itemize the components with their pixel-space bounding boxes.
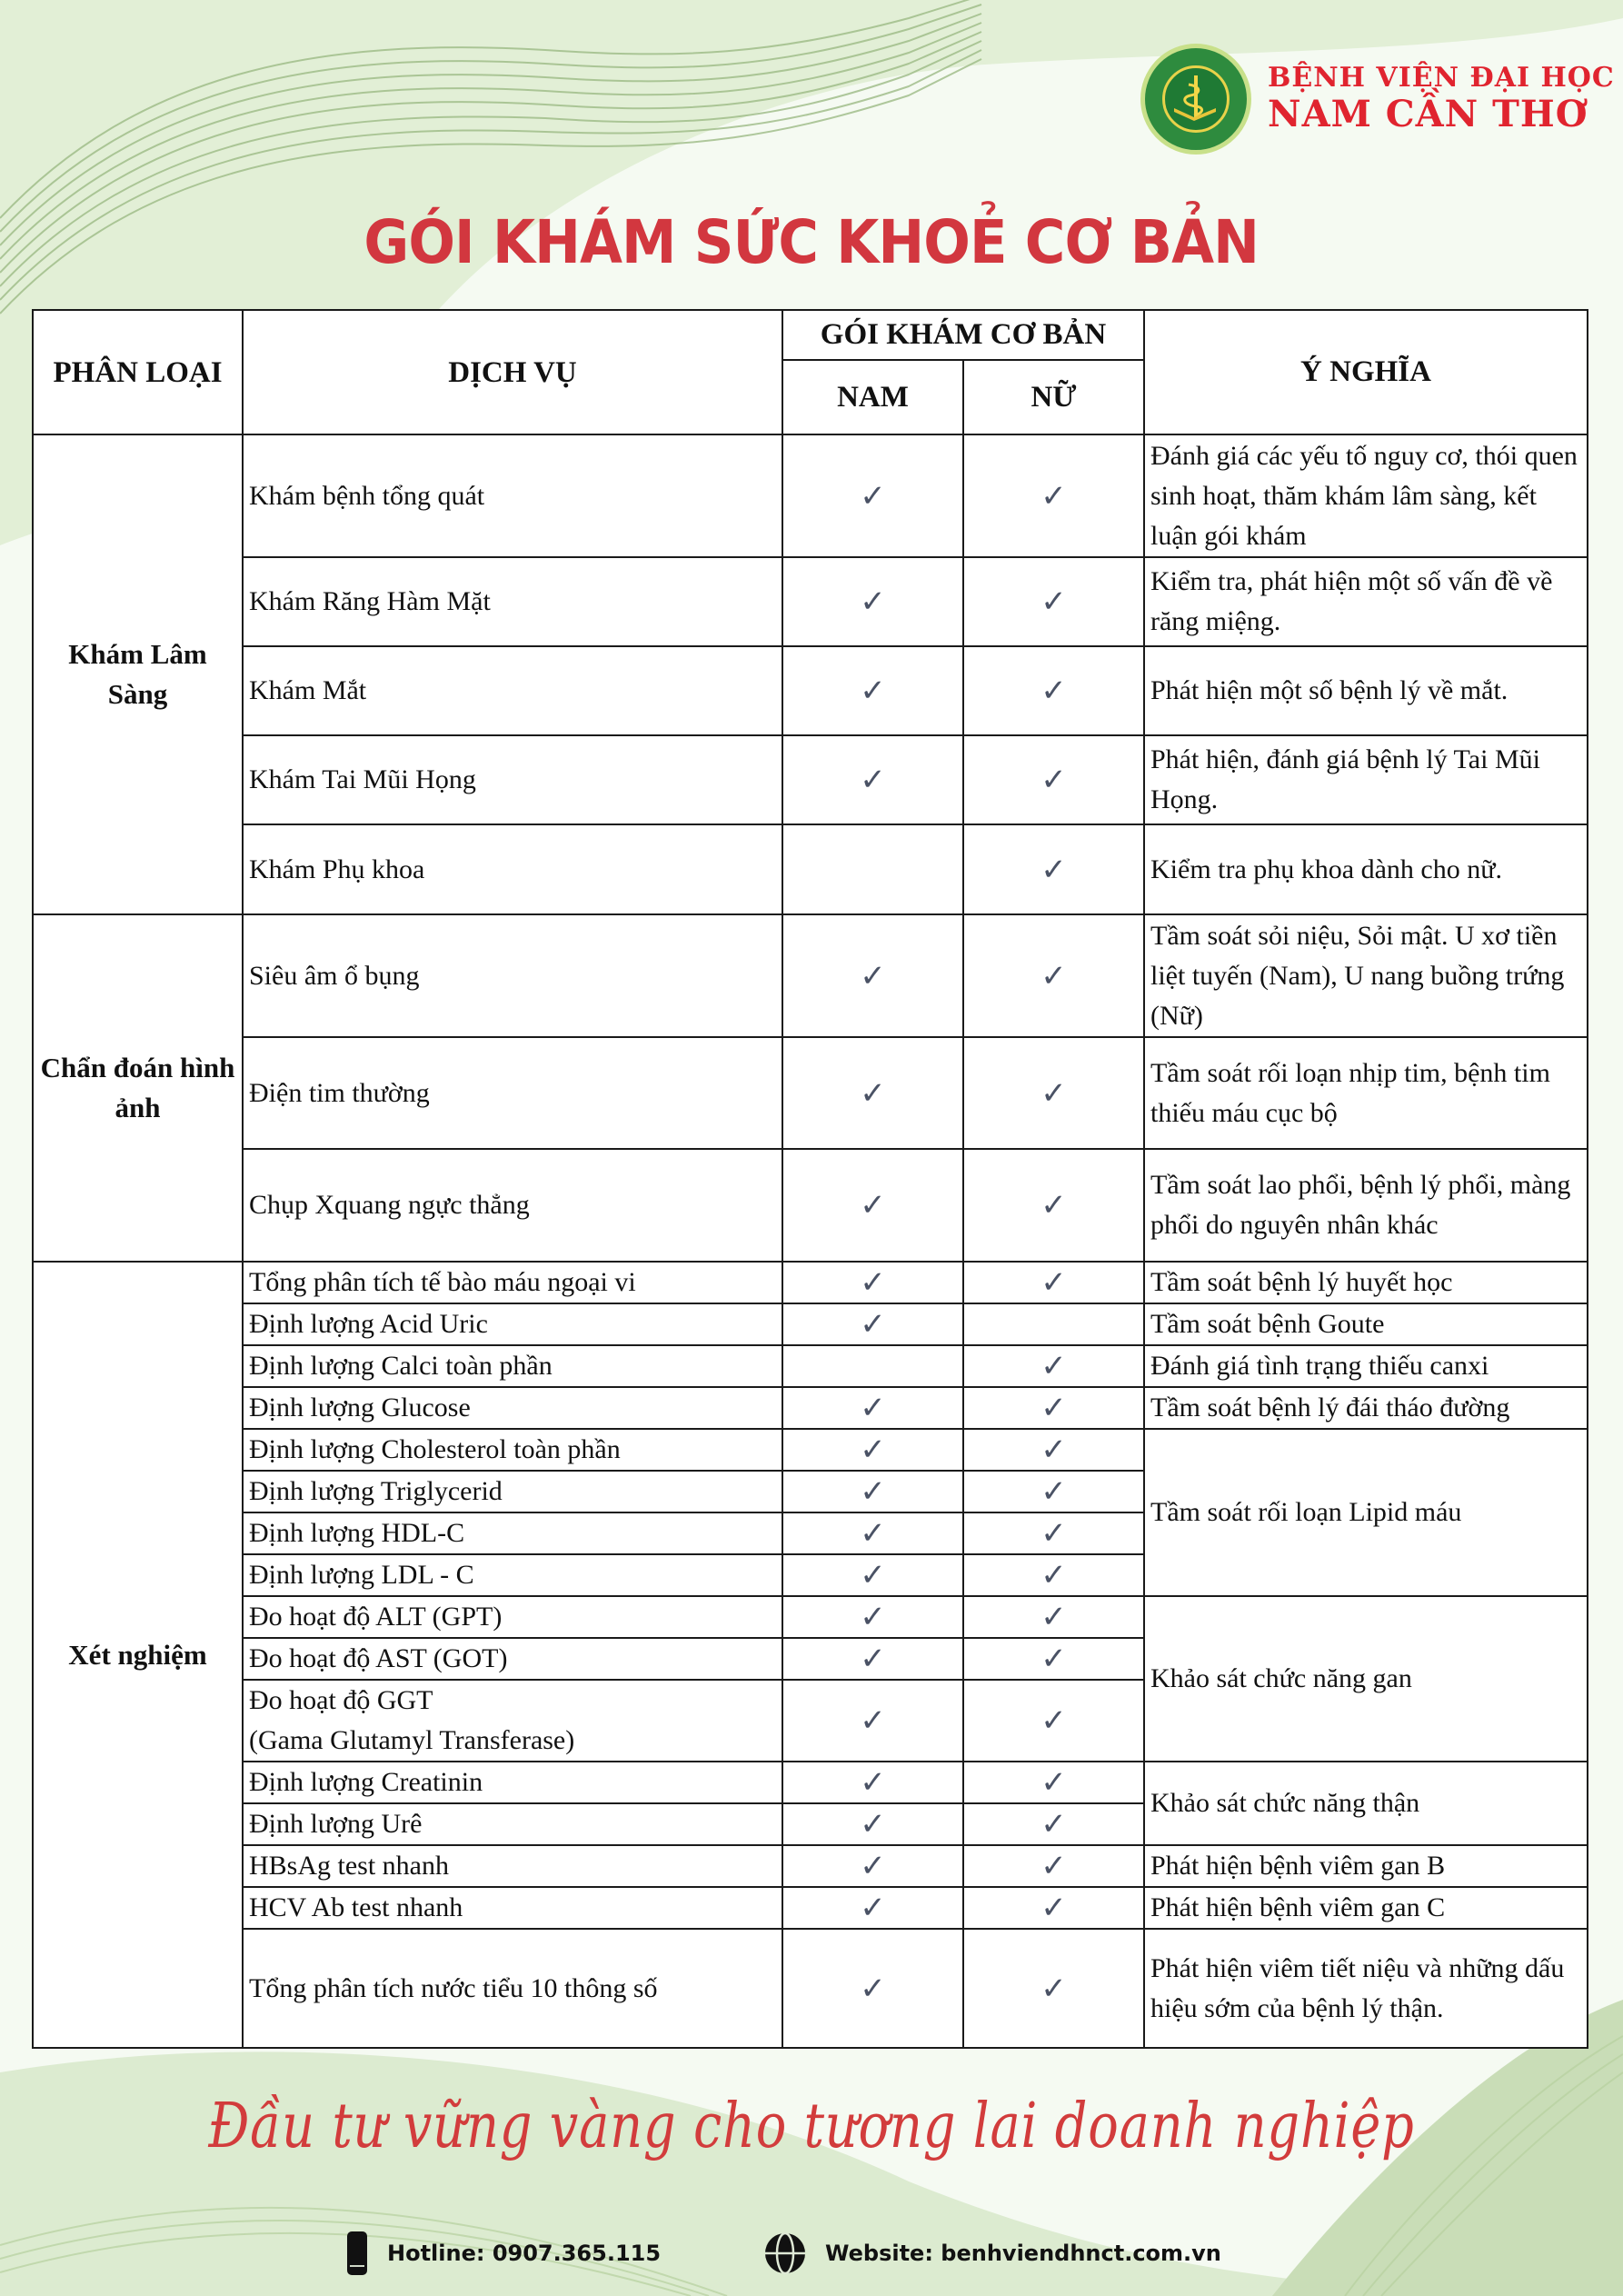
service-cell: Khám Mắt [243, 646, 782, 735]
meaning-cell: Phát hiện viêm tiết niệu và những dấu hiệu sớm của bệnh lý thận. [1144, 1929, 1588, 2048]
category-cell: Khám Lâm Sàng [33, 434, 243, 914]
meaning-cell: Đánh giá tình trạng thiếu canxi [1144, 1345, 1588, 1387]
service-cell: Khám Răng Hàm Mặt [243, 557, 782, 646]
slogan: Đầu tư vững vàng cho tương lai doanh nghiệp [208, 2091, 1415, 2162]
female-check-icon: ✓ [963, 1387, 1144, 1429]
meaning-cell: Khảo sát chức năng thận [1144, 1762, 1588, 1845]
table-row [33, 434, 1588, 557]
service-cell: Định lượng Triglycerid [243, 1471, 782, 1512]
service-cell: Định lượng Creatinin [243, 1762, 782, 1803]
service-cell: Siêu âm ổ bụng [243, 914, 782, 1037]
website [763, 2231, 1221, 2275]
female-check-icon: ✓ [963, 1262, 1144, 1303]
male-check-icon: ✓ [782, 1303, 963, 1345]
female-check-icon: ✓ [963, 1887, 1144, 1929]
female-check-icon: ✓ [963, 1803, 1144, 1845]
table-row [33, 1149, 1588, 1262]
header-package-group: GÓI KHÁM CƠ BẢN [782, 310, 1144, 360]
meaning-cell: Phát hiện bệnh viêm gan B [1144, 1845, 1588, 1887]
male-check-icon: ✓ [782, 1554, 963, 1596]
meaning-cell: Kiểm tra phụ khoa dành cho nữ. [1144, 824, 1588, 914]
service-cell: Định lượng HDL-C [243, 1512, 782, 1554]
service-cell: Khám Phụ khoa [243, 824, 782, 914]
female-check-icon: ✓ [963, 735, 1144, 824]
female-check-icon: ✓ [963, 824, 1144, 914]
female-check-icon: ✓ [963, 914, 1144, 1037]
hotline-text[interactable]: Hotline: 0907.365.115 [387, 2241, 662, 2266]
service-cell: Chụp Xquang ngực thẳng [243, 1149, 782, 1262]
male-check-icon: ✓ [782, 1387, 963, 1429]
package-table [32, 309, 1588, 2049]
male-check-icon: ✓ [782, 1512, 963, 1554]
male-check-icon: ✓ [782, 557, 963, 646]
male-check-icon: ✓ [782, 1596, 963, 1638]
meaning-cell: Khảo sát chức năng gan [1144, 1596, 1588, 1762]
service-cell [243, 1680, 782, 1762]
male-check-icon: ✓ [782, 1929, 963, 2048]
female-check-icon: ✓ [963, 1680, 1144, 1762]
table-row [33, 1762, 1588, 1803]
table-row [33, 1262, 1588, 1303]
table-row [33, 824, 1588, 914]
meaning-cell: Phát hiện bệnh viêm gan C [1144, 1887, 1588, 1929]
phone-icon [347, 2231, 367, 2275]
logo-emblem-icon [1140, 44, 1251, 155]
meaning-cell: Tầm soát rối loạn Lipid máu [1144, 1429, 1588, 1596]
service-cell: Đo hoạt độ ALT (GPT) [243, 1596, 782, 1638]
page-title: GÓI KHÁM SỨC KHOẺ CƠ BẢN [363, 207, 1260, 277]
meaning-cell: Kiểm tra, phát hiện một số vấn đề về răng miệng. [1144, 557, 1588, 646]
male-check-icon: ✓ [782, 1887, 963, 1929]
male-check-icon: ✓ [782, 646, 963, 735]
category-cell: Chẩn đoán hình ảnh [33, 914, 243, 1262]
service-cell: Tổng phân tích nước tiểu 10 thông số [243, 1929, 782, 2048]
header-category: PHÂN LOẠI [33, 310, 243, 434]
female-check-icon: ✓ [963, 646, 1144, 735]
meaning-cell: Tầm soát sỏi niệu, Sỏi mật. U xơ tiền liệt tuyến (Nam), U nang buồng trứng (Nữ) [1144, 914, 1588, 1037]
table-row [33, 557, 1588, 646]
website-link[interactable]: Website: benhviendhnct.com.vn [825, 2241, 1221, 2266]
table-row [33, 1387, 1588, 1429]
meaning-cell: Tầm soát rối loạn nhịp tim, bệnh tim thiếu máu cục bộ [1144, 1037, 1588, 1149]
hospital-name-line2: NAM CẦN THƠ [1268, 93, 1588, 136]
female-check-icon: ✓ [963, 1762, 1144, 1803]
male-check-icon: ✓ [782, 434, 963, 557]
male-check-icon: ✓ [782, 1638, 963, 1680]
table-row [33, 1887, 1588, 1929]
header-service: DỊCH VỤ [243, 310, 782, 434]
service-cell: HBsAg test nhanh [243, 1845, 782, 1887]
female-check-icon: ✓ [963, 1149, 1144, 1262]
service-cell: Định lượng Acid Uric [243, 1303, 782, 1345]
header-female: NỮ [963, 360, 1144, 434]
table-row [33, 1845, 1588, 1887]
female-check-icon: ✓ [963, 1471, 1144, 1512]
table-row [33, 1345, 1588, 1387]
globe-icon [763, 2231, 807, 2275]
service-cell: Đo hoạt độ AST (GOT) [243, 1638, 782, 1680]
female-check-icon [963, 1303, 1144, 1345]
female-check-icon: ✓ [963, 1554, 1144, 1596]
service-cell: HCV Ab test nhanh [243, 1887, 782, 1929]
male-check-icon: ✓ [782, 1680, 963, 1762]
male-check-icon: ✓ [782, 1037, 963, 1149]
male-check-icon [782, 1345, 963, 1387]
service-line1: Đo hoạt độ GGT [249, 1685, 433, 1715]
male-check-icon: ✓ [782, 1762, 963, 1803]
caduceus-icon [1165, 68, 1227, 130]
table-row [33, 735, 1588, 824]
female-check-icon: ✓ [963, 1596, 1144, 1638]
male-check-icon: ✓ [782, 1262, 963, 1303]
female-check-icon: ✓ [963, 1429, 1144, 1471]
female-check-icon: ✓ [963, 1037, 1144, 1149]
male-check-icon: ✓ [782, 1845, 963, 1887]
table-row [33, 1929, 1588, 2048]
female-check-icon: ✓ [963, 1345, 1144, 1387]
female-check-icon: ✓ [963, 1929, 1144, 2048]
male-check-icon: ✓ [782, 735, 963, 824]
hospital-logo [1140, 44, 1615, 155]
meaning-cell: Tầm soát bệnh lý huyết học [1144, 1262, 1588, 1303]
meaning-cell: Tầm soát bệnh lý đái tháo đường [1144, 1387, 1588, 1429]
male-check-icon: ✓ [782, 1429, 963, 1471]
hospital-name-line1: BỆNH VIỆN ĐẠI HỌC [1268, 61, 1615, 94]
male-check-icon: ✓ [782, 1471, 963, 1512]
table-row [33, 1429, 1588, 1471]
meaning-cell: Phát hiện, đánh giá bệnh lý Tai Mũi Họng. [1144, 735, 1588, 824]
male-check-icon [782, 824, 963, 914]
service-cell: Định lượng Cholesterol toàn phần [243, 1429, 782, 1471]
female-check-icon: ✓ [963, 1512, 1144, 1554]
hotline [347, 2231, 661, 2275]
header-male: NAM [782, 360, 963, 434]
service-cell: Khám Tai Mũi Họng [243, 735, 782, 824]
header-meaning: Ý NGHĨA [1144, 310, 1588, 434]
female-check-icon: ✓ [963, 1845, 1144, 1887]
table-row [33, 914, 1588, 1037]
service-cell: Định lượng Calci toàn phần [243, 1345, 782, 1387]
male-check-icon: ✓ [782, 1149, 963, 1262]
service-cell: Định lượng Glucose [243, 1387, 782, 1429]
table-row [33, 646, 1588, 735]
service-cell: Điện tim thường [243, 1037, 782, 1149]
meaning-cell: Tầm soát bệnh Goute [1144, 1303, 1588, 1345]
service-cell: Định lượng Urê [243, 1803, 782, 1845]
meaning-cell: Đánh giá các yếu tố nguy cơ, thói quen sinh hoạt, thăm khám lâm sàng, kết luận gói khám [1144, 434, 1588, 557]
table-row [33, 1596, 1588, 1638]
female-check-icon: ✓ [963, 1638, 1144, 1680]
category-cell: Xét nghiệm [33, 1262, 243, 2048]
female-check-icon: ✓ [963, 434, 1144, 557]
service-cell: Định lượng LDL - C [243, 1554, 782, 1596]
male-check-icon: ✓ [782, 1803, 963, 1845]
service-cell: Khám bệnh tổng quát [243, 434, 782, 557]
meaning-cell: Tầm soát lao phổi, bệnh lý phổi, màng phổi do nguyên nhân khác [1144, 1149, 1588, 1262]
female-check-icon: ✓ [963, 557, 1144, 646]
meaning-cell: Phát hiện một số bệnh lý về mắt. [1144, 646, 1588, 735]
male-check-icon: ✓ [782, 914, 963, 1037]
service-cell: Tổng phân tích tế bào máu ngoại vi [243, 1262, 782, 1303]
table-row [33, 1303, 1588, 1345]
service-line2: (Gama Glutamyl Transferase) [249, 1725, 575, 1755]
table-row [33, 1037, 1588, 1149]
